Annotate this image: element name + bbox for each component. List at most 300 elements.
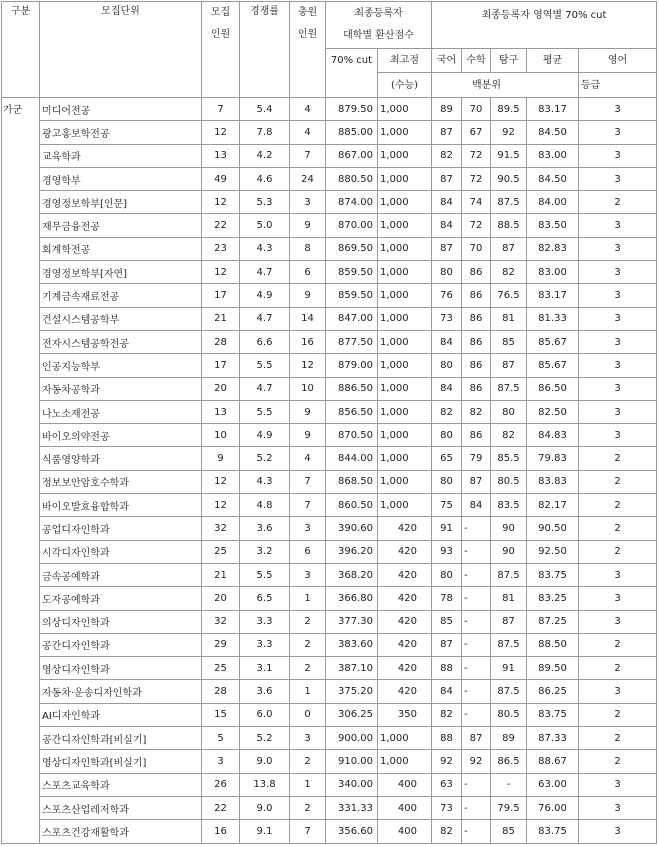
extra-cell: 6 (290, 540, 326, 563)
english-grade-cell: 3 (579, 377, 657, 400)
unit-name: 의상디자인학과 (40, 610, 202, 633)
math-cell: 86 (462, 261, 491, 284)
math-cell: - (462, 517, 491, 540)
competition-cell: 5.0 (240, 214, 290, 237)
average-cell: 84.00 (527, 191, 579, 214)
english-grade-cell: 2 (579, 517, 657, 540)
unit-name: 시각디자인학과 (40, 540, 202, 563)
english-grade-cell: 3 (579, 610, 657, 633)
english-grade-cell: 2 (579, 191, 657, 214)
average-cell: 81.33 (527, 307, 579, 330)
unit-name: 영상디자인학과[비실기] (40, 750, 202, 773)
math-cell: 86 (462, 307, 491, 330)
korean-cell: 82 (432, 400, 462, 423)
math-cell: 92 (462, 750, 491, 773)
extra-cell: 7 (290, 820, 326, 843)
competition-cell: 3.3 (240, 633, 290, 656)
korean-cell: 80 (432, 563, 462, 586)
unit-name: 교육학과 (40, 144, 202, 167)
competition-cell: 6.5 (240, 587, 290, 610)
extra-cell: 16 (290, 330, 326, 353)
quota-cell: 28 (202, 330, 240, 353)
english-grade-cell: 2 (579, 703, 657, 726)
inquiry-cell: 80 (491, 400, 527, 423)
math-cell: - (462, 540, 491, 563)
quota-cell: 12 (202, 494, 240, 517)
quota-cell: 22 (202, 214, 240, 237)
quota-cell: 13 (202, 400, 240, 423)
korean-cell: 84 (432, 330, 462, 353)
table-row (2, 237, 657, 260)
max-score-cell: 1,000 (378, 424, 432, 447)
quota-cell: 32 (202, 517, 240, 540)
inquiry-cell: 81 (491, 307, 527, 330)
competition-cell: 5.2 (240, 447, 290, 470)
table-row (2, 494, 657, 517)
table-row (2, 517, 657, 540)
max-score-cell: 400 (378, 820, 432, 843)
max-score-cell: 400 (378, 773, 432, 796)
cut70-cell: 885.00 (326, 121, 378, 144)
competition-cell: 4.7 (240, 307, 290, 330)
max-score-cell: 1,000 (378, 470, 432, 493)
max-score-cell: 420 (378, 633, 432, 656)
math-cell: 74 (462, 191, 491, 214)
max-score-cell: 420 (378, 587, 432, 610)
cut70-cell: 847.00 (326, 307, 378, 330)
competition-cell: 4.2 (240, 144, 290, 167)
average-cell: 86.25 (527, 680, 579, 703)
max-score-cell: 1,000 (378, 237, 432, 260)
average-cell: 83.00 (527, 261, 579, 284)
max-score-cell: 420 (378, 563, 432, 586)
competition-cell: 13.8 (240, 773, 290, 796)
cut70-cell: 870.00 (326, 214, 378, 237)
extra-cell: 2 (290, 657, 326, 680)
korean-cell: 88 (432, 657, 462, 680)
competition-cell: 3.2 (240, 540, 290, 563)
max-score-cell: 1,000 (378, 167, 432, 190)
average-cell: 86.50 (527, 377, 579, 400)
average-cell: 82.50 (527, 400, 579, 423)
competition-cell: 6.6 (240, 330, 290, 353)
competition-cell: 4.6 (240, 167, 290, 190)
competition-cell: 4.9 (240, 424, 290, 447)
korean-cell: 92 (432, 750, 462, 773)
cut70-cell: 870.50 (326, 424, 378, 447)
english-grade-cell: 3 (579, 307, 657, 330)
inquiry-cell: 80.5 (491, 470, 527, 493)
competition-cell: 5.5 (240, 563, 290, 586)
cut70-cell: 877.50 (326, 330, 378, 353)
cut70-cell: 331.33 (326, 796, 378, 819)
extra-cell: 8 (290, 237, 326, 260)
division-cell: 가군 (2, 98, 40, 844)
unit-name: 미디어전공 (40, 98, 202, 121)
quota-cell: 12 (202, 121, 240, 144)
extra-cell: 7 (290, 144, 326, 167)
average-cell: 87.33 (527, 727, 579, 750)
unit-name: 경영학부 (40, 167, 202, 190)
unit-name: 공간디자인학과[비실기] (40, 727, 202, 750)
average-cell: 76.00 (527, 796, 579, 819)
quota-cell: 10 (202, 424, 240, 447)
competition-cell: 3.3 (240, 610, 290, 633)
unit-name: 회계학전공 (40, 237, 202, 260)
korean-cell: 88 (432, 727, 462, 750)
max-score-cell: 1,000 (378, 330, 432, 353)
korean-cell: 80 (432, 424, 462, 447)
max-score-cell: 1,000 (378, 191, 432, 214)
cut70-cell: 886.50 (326, 377, 378, 400)
cut70-cell: 390.60 (326, 517, 378, 540)
table-row (2, 447, 657, 470)
inquiry-cell: 81 (491, 587, 527, 610)
math-cell: 87 (462, 727, 491, 750)
table-row (2, 167, 657, 190)
extra-cell: 0 (290, 703, 326, 726)
max-score-cell: 1,000 (378, 354, 432, 377)
unit-name: 식품영양학과 (40, 447, 202, 470)
unit-name: 스포츠건강재활학과 (40, 820, 202, 843)
table-row (2, 633, 657, 656)
max-score-cell: 1,000 (378, 284, 432, 307)
unit-name: 기계금속재료전공 (40, 284, 202, 307)
header-math: 수학 (462, 49, 491, 73)
cut70-cell: 377.30 (326, 610, 378, 633)
competition-cell: 4.7 (240, 261, 290, 284)
max-score-cell: 1,000 (378, 447, 432, 470)
unit-name: 스포츠산업레저학과 (40, 796, 202, 819)
max-score-cell: 420 (378, 517, 432, 540)
average-cell: 88.50 (527, 633, 579, 656)
inquiry-cell: 91.5 (491, 144, 527, 167)
table-row (2, 680, 657, 703)
english-grade-cell: 2 (579, 447, 657, 470)
extra-cell: 14 (290, 307, 326, 330)
extra-cell: 7 (290, 470, 326, 493)
korean-cell: 80 (432, 354, 462, 377)
extra-cell: 10 (290, 377, 326, 400)
max-score-cell: 1,000 (378, 144, 432, 167)
max-score-cell: 1,000 (378, 400, 432, 423)
table-row (2, 540, 657, 563)
unit-name: 나노소재전공 (40, 400, 202, 423)
average-cell: 83.17 (527, 284, 579, 307)
quota-cell: 12 (202, 261, 240, 284)
competition-cell: 4.3 (240, 237, 290, 260)
math-cell: 86 (462, 284, 491, 307)
unit-name: 경영정보학부[자연] (40, 261, 202, 284)
quota-cell: 20 (202, 587, 240, 610)
extra-cell: 3 (290, 727, 326, 750)
table-row (2, 657, 657, 680)
extra-cell: 2 (290, 750, 326, 773)
english-grade-cell: 3 (579, 330, 657, 353)
inquiry-cell: 82 (491, 424, 527, 447)
english-grade-cell: 3 (579, 261, 657, 284)
unit-name: 광고홍보학전공 (40, 121, 202, 144)
cut70-cell: 879.50 (326, 98, 378, 121)
extra-cell: 12 (290, 354, 326, 377)
cut70-cell: 869.50 (326, 237, 378, 260)
inquiry-cell: 82 (491, 261, 527, 284)
header-quota: 모집 인원 (202, 2, 240, 98)
competition-cell: 4.3 (240, 470, 290, 493)
extra-cell: 4 (290, 447, 326, 470)
korean-cell: 75 (432, 494, 462, 517)
korean-cell: 84 (432, 377, 462, 400)
quota-cell: 49 (202, 167, 240, 190)
table-row (2, 214, 657, 237)
english-grade-cell: 3 (579, 121, 657, 144)
max-score-cell: 420 (378, 657, 432, 680)
english-grade-cell: 3 (579, 773, 657, 796)
quota-cell: 25 (202, 540, 240, 563)
table-row (2, 144, 657, 167)
extra-cell: 6 (290, 261, 326, 284)
average-cell: 84.83 (527, 424, 579, 447)
header-area-title: 최종등록자 영역별 70% cut (432, 2, 657, 49)
average-cell: 83.00 (527, 144, 579, 167)
english-grade-cell: 3 (579, 587, 657, 610)
competition-cell: 6.0 (240, 703, 290, 726)
cut70-cell: 383.60 (326, 633, 378, 656)
quota-cell: 9 (202, 447, 240, 470)
average-cell: 84.50 (527, 167, 579, 190)
unit-name: 바이오의약전공 (40, 424, 202, 447)
table-row (2, 727, 657, 750)
english-grade-cell: 3 (579, 144, 657, 167)
average-cell: 83.50 (527, 214, 579, 237)
quota-cell: 12 (202, 470, 240, 493)
math-cell: - (462, 820, 491, 843)
quota-cell: 15 (202, 703, 240, 726)
korean-cell: 85 (432, 610, 462, 633)
average-cell: 85.67 (527, 330, 579, 353)
admission-results-table (1, 1, 657, 844)
korean-cell: 89 (432, 98, 462, 121)
inquiry-cell: 92 (491, 121, 527, 144)
math-cell: - (462, 680, 491, 703)
header-extra: 충원 인원 (290, 2, 326, 98)
cut70-cell: 356.60 (326, 820, 378, 843)
inquiry-cell: 79.5 (491, 796, 527, 819)
quota-cell: 21 (202, 307, 240, 330)
math-cell: 86 (462, 424, 491, 447)
competition-cell: 5.5 (240, 400, 290, 423)
competition-cell: 5.2 (240, 727, 290, 750)
math-cell: 84 (462, 494, 491, 517)
competition-cell: 4.9 (240, 284, 290, 307)
korean-cell: 84 (432, 191, 462, 214)
max-score-cell: 420 (378, 610, 432, 633)
english-grade-cell: 2 (579, 750, 657, 773)
table-row (2, 191, 657, 214)
unit-name: 도자공예학과 (40, 587, 202, 610)
inquiry-cell: 90 (491, 540, 527, 563)
korean-cell: 87 (432, 633, 462, 656)
cut70-cell: 375.20 (326, 680, 378, 703)
competition-cell: 5.4 (240, 98, 290, 121)
header-english: 영어 (579, 49, 657, 73)
average-cell: 92.50 (527, 540, 579, 563)
cut70-cell: 396.20 (326, 540, 378, 563)
cut70-cell: 860.50 (326, 494, 378, 517)
math-cell: 86 (462, 354, 491, 377)
korean-cell: 87 (432, 237, 462, 260)
english-grade-cell: 2 (579, 470, 657, 493)
table-row (2, 284, 657, 307)
korean-cell: 82 (432, 703, 462, 726)
quota-cell: 28 (202, 680, 240, 703)
header-division: 구분 (2, 2, 40, 98)
header-inquiry: 탐구 (491, 49, 527, 73)
table-row (2, 610, 657, 633)
table-row (2, 98, 657, 121)
math-cell: - (462, 587, 491, 610)
average-cell: 83.17 (527, 98, 579, 121)
competition-cell: 5.5 (240, 354, 290, 377)
average-cell: 90.50 (527, 517, 579, 540)
inquiry-cell: 88.5 (491, 214, 527, 237)
math-cell: 87 (462, 470, 491, 493)
table-row (2, 400, 657, 423)
korean-cell: 87 (432, 167, 462, 190)
competition-cell: 3.1 (240, 657, 290, 680)
extra-cell: 24 (290, 167, 326, 190)
average-cell: 88.67 (527, 750, 579, 773)
competition-cell: 7.8 (240, 121, 290, 144)
inquiry-cell: 90 (491, 517, 527, 540)
english-grade-cell: 3 (579, 424, 657, 447)
header-final-score: 최종등록자 대학별 환산점수 (326, 2, 432, 49)
unit-name: 정보보안암호수학과 (40, 470, 202, 493)
average-cell: 79.83 (527, 447, 579, 470)
max-score-cell: 420 (378, 680, 432, 703)
quota-cell: 5 (202, 727, 240, 750)
average-cell: 83.75 (527, 563, 579, 586)
quota-cell: 26 (202, 773, 240, 796)
cut70-cell: 910.00 (326, 750, 378, 773)
korean-cell: 73 (432, 307, 462, 330)
inquiry-cell: 91 (491, 657, 527, 680)
unit-name: 바이오발효융합학과 (40, 494, 202, 517)
quota-cell: 20 (202, 377, 240, 400)
table-row (2, 330, 657, 353)
quota-cell: 21 (202, 563, 240, 586)
extra-cell: 2 (290, 633, 326, 656)
cut70-cell: 874.00 (326, 191, 378, 214)
competition-cell: 4.7 (240, 377, 290, 400)
english-grade-cell: 2 (579, 657, 657, 680)
extra-cell: 9 (290, 214, 326, 237)
extra-cell: 9 (290, 424, 326, 447)
table-row (2, 121, 657, 144)
table-row (2, 424, 657, 447)
english-grade-cell: 3 (579, 98, 657, 121)
average-cell: 83.83 (527, 470, 579, 493)
english-grade-cell: 3 (579, 167, 657, 190)
unit-name: 인공지능학부 (40, 354, 202, 377)
max-score-cell: 1,000 (378, 214, 432, 237)
cut70-cell: 366.80 (326, 587, 378, 610)
unit-name: 건설시스템공학부 (40, 307, 202, 330)
average-cell: 83.75 (527, 703, 579, 726)
inquiry-cell: - (491, 773, 527, 796)
quota-cell: 32 (202, 610, 240, 633)
extra-cell: 2 (290, 610, 326, 633)
average-cell: 87.25 (527, 610, 579, 633)
cut70-cell: 340.00 (326, 773, 378, 796)
extra-cell: 3 (290, 563, 326, 586)
unit-name: 공간디자인학과 (40, 633, 202, 656)
max-score-cell: 350 (378, 703, 432, 726)
quota-cell: 17 (202, 354, 240, 377)
extra-cell: 3 (290, 191, 326, 214)
korean-cell: 78 (432, 587, 462, 610)
extra-cell: 4 (290, 121, 326, 144)
quota-cell: 16 (202, 820, 240, 843)
unit-name: 스포츠교육학과 (40, 773, 202, 796)
extra-cell: 3 (290, 517, 326, 540)
max-score-cell: 1,000 (378, 377, 432, 400)
unit-name: AI디자인학과 (40, 703, 202, 726)
math-cell: 86 (462, 377, 491, 400)
inquiry-cell: 83.5 (491, 494, 527, 517)
english-grade-cell: 3 (579, 563, 657, 586)
inquiry-cell: 87.5 (491, 191, 527, 214)
competition-cell: 3.6 (240, 517, 290, 540)
inquiry-cell: 87.5 (491, 563, 527, 586)
cut70-cell: 859.50 (326, 261, 378, 284)
math-cell: - (462, 610, 491, 633)
english-grade-cell: 2 (579, 633, 657, 656)
average-cell: 82.17 (527, 494, 579, 517)
math-cell: 72 (462, 167, 491, 190)
korean-cell: 80 (432, 261, 462, 284)
english-grade-cell: 3 (579, 796, 657, 819)
cut70-cell: 387.10 (326, 657, 378, 680)
table-row (2, 377, 657, 400)
cut70-cell: 856.50 (326, 400, 378, 423)
header-unit: 모집단위 (40, 2, 202, 98)
math-cell: - (462, 703, 491, 726)
unit-name: 금속공예학과 (40, 563, 202, 586)
inquiry-cell: 85.5 (491, 447, 527, 470)
header-competition: 경쟁률 (240, 2, 290, 98)
quota-cell: 13 (202, 144, 240, 167)
korean-cell: 84 (432, 680, 462, 703)
inquiry-cell: 87 (491, 610, 527, 633)
max-score-cell: 420 (378, 540, 432, 563)
average-cell: 82.83 (527, 237, 579, 260)
english-grade-cell: 3 (579, 284, 657, 307)
unit-name: 경영정보학부[인문] (40, 191, 202, 214)
cut70-cell: 867.00 (326, 144, 378, 167)
cut70-cell: 880.50 (326, 167, 378, 190)
competition-cell: 5.3 (240, 191, 290, 214)
unit-name: 영상디자인학과 (40, 657, 202, 680)
english-grade-cell: 3 (579, 237, 657, 260)
math-cell: 72 (462, 214, 491, 237)
extra-cell: 1 (290, 587, 326, 610)
inquiry-cell: 87.5 (491, 377, 527, 400)
korean-cell: 93 (432, 540, 462, 563)
cut70-cell: 306.25 (326, 703, 378, 726)
header-cut70: 70% cut (326, 49, 378, 98)
unit-name: 자동차공학과 (40, 377, 202, 400)
